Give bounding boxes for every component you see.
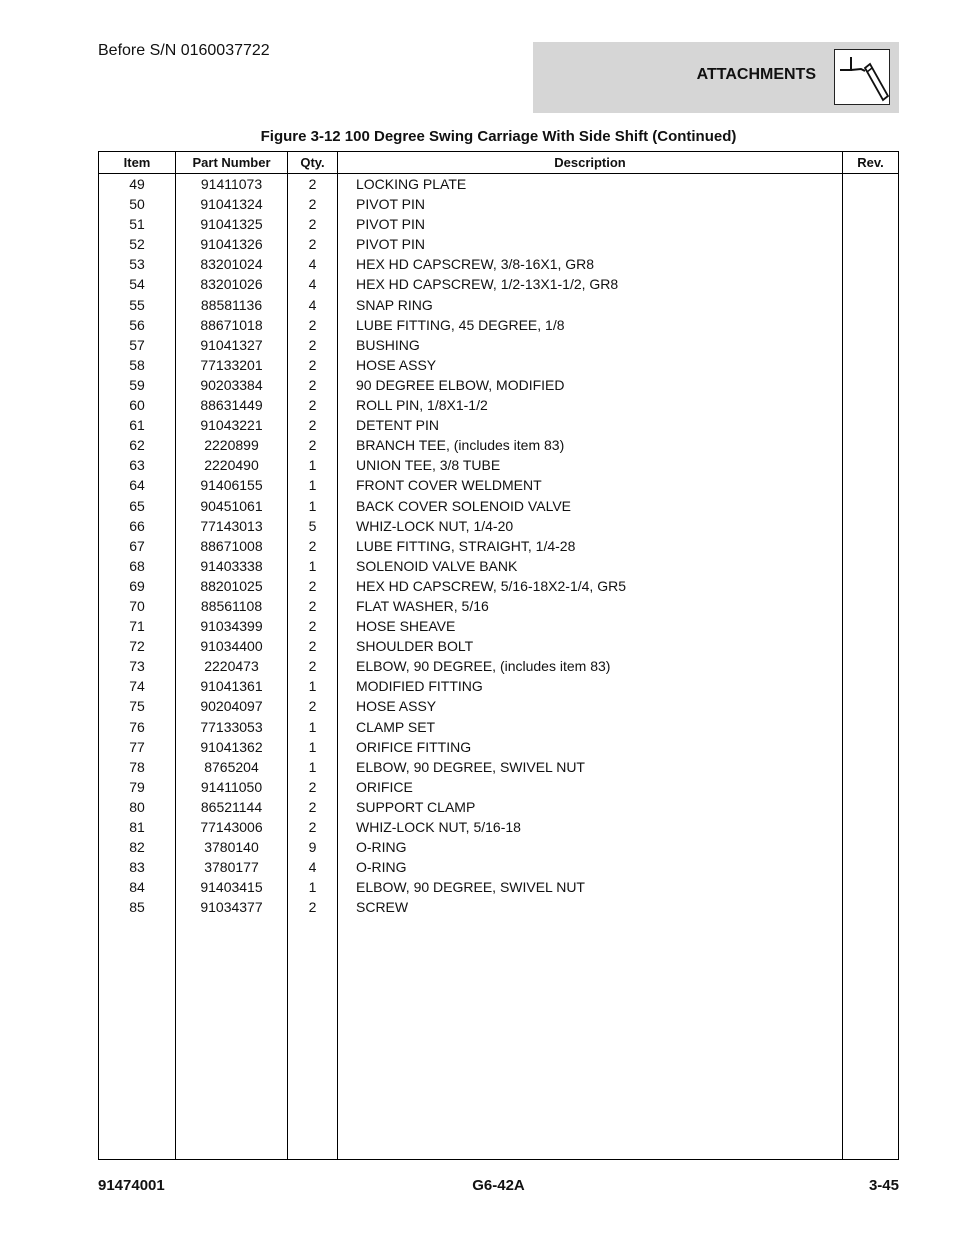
- table-cell-qty: 1: [308, 477, 317, 494]
- table-cell-description: SOLENOID VALVE BANK: [356, 557, 518, 574]
- table-cell-description: CLAMP SET: [356, 718, 436, 735]
- table-cell-qty: 2: [308, 778, 317, 795]
- table-cell-qty: 1: [308, 557, 317, 574]
- table-cell-description: MODIFIED FITTING: [356, 678, 483, 695]
- table-row: [99, 717, 898, 737]
- table-cell-part-number: 3780177: [204, 859, 259, 876]
- table-cell-rev: [843, 636, 898, 656]
- table-cell-rev: [843, 696, 898, 716]
- table-cell-description: SUPPORT CLAMP: [356, 798, 476, 815]
- table-row: [99, 837, 898, 857]
- table-cell-item: 53: [129, 256, 145, 273]
- parts-table: [98, 151, 899, 1160]
- table-cell-description: HOSE SHEAVE: [356, 618, 456, 635]
- table-cell-description: HOSE ASSY: [356, 698, 437, 715]
- table-row: [99, 616, 898, 636]
- table-row: [99, 576, 898, 596]
- table-cell-rev: [843, 536, 898, 556]
- table-cell-description: UNION TEE, 3/8 TUBE: [356, 457, 501, 474]
- table-cell-description: BUSHING: [356, 336, 420, 353]
- table-cell-part-number: 2220899: [204, 437, 259, 454]
- table-cell-item: 64: [129, 477, 145, 494]
- table-cell-rev: [843, 435, 898, 455]
- table-cell-description: SNAP RING: [356, 296, 433, 313]
- table-cell-description: ELBOW, 90 DEGREE, (includes item 83): [356, 658, 611, 675]
- table-cell-item: 71: [129, 618, 145, 635]
- column-header-qty: Qty.: [300, 155, 325, 170]
- table-cell-rev: [843, 737, 898, 757]
- table-cell-rev: [843, 817, 898, 837]
- table-cell-part-number: 88631449: [200, 397, 263, 414]
- table-cell-item: 78: [129, 758, 145, 775]
- table-cell-qty: 1: [308, 678, 317, 695]
- table-cell-item: 82: [129, 839, 145, 856]
- table-cell-qty: 2: [308, 899, 317, 916]
- table-row: [99, 656, 898, 676]
- table-cell-item: 73: [129, 658, 145, 675]
- table-cell-part-number: 8765204: [204, 758, 259, 775]
- table-cell-part-number: 91041361: [200, 678, 263, 695]
- table-cell-description: ELBOW, 90 DEGREE, SWIVEL NUT: [356, 879, 585, 896]
- table-cell-qty: 4: [308, 256, 317, 273]
- table-body: [99, 174, 898, 917]
- table-cell-rev: [843, 254, 898, 274]
- table-row: [99, 797, 898, 817]
- table-cell-qty: 2: [308, 638, 317, 655]
- table-cell-item: 84: [129, 879, 145, 896]
- table-cell-qty: 2: [308, 236, 317, 253]
- table-cell-description: LOCKING PLATE: [356, 176, 467, 192]
- table-cell-qty: 2: [308, 537, 317, 554]
- table-cell-item: 50: [129, 196, 145, 213]
- column-header-rev: Rev.: [857, 155, 884, 170]
- table-cell-rev: [843, 234, 898, 254]
- table-cell-qty: 2: [308, 597, 317, 614]
- table-cell-qty: 2: [308, 437, 317, 454]
- table-cell-part-number: 2220490: [204, 457, 259, 474]
- table-row: [99, 214, 898, 234]
- table-cell-rev: [843, 475, 898, 495]
- table-cell-item: 68: [129, 557, 145, 574]
- table-row: [99, 375, 898, 395]
- table-cell-rev: [843, 174, 898, 194]
- table-cell-description: FRONT COVER WELDMENT: [356, 477, 542, 494]
- table-row: [99, 455, 898, 475]
- table-row: [99, 536, 898, 556]
- table-cell-item: 66: [129, 517, 145, 534]
- table-cell-rev: [843, 877, 898, 897]
- table-cell-item: 55: [129, 296, 145, 313]
- table-row: [99, 295, 898, 315]
- serial-number-note: Before S/N 0160037722: [98, 42, 270, 59]
- table-cell-description: PIVOT PIN: [356, 236, 425, 253]
- table-cell-part-number: 91041327: [200, 336, 263, 353]
- table-cell-description: ORIFICE: [356, 778, 413, 795]
- table-row: [99, 516, 898, 536]
- table-cell-item: 54: [129, 276, 145, 293]
- table-row: [99, 596, 898, 616]
- table-cell-description: HOSE ASSY: [356, 356, 437, 373]
- table-cell-rev: [843, 676, 898, 696]
- forklift-attachment-icon: [834, 49, 890, 105]
- table-cell-part-number: 91034400: [200, 638, 263, 655]
- table-cell-qty: 2: [308, 819, 317, 835]
- footer-page-number: 3-45: [868, 1177, 899, 1194]
- table-cell-item: 85: [129, 899, 145, 916]
- table-cell-qty: 2: [308, 658, 317, 675]
- table-cell-description: BRANCH TEE, (includes item 83): [356, 437, 565, 454]
- table-row: [99, 777, 898, 797]
- table-cell-item: 60: [129, 397, 145, 414]
- table-cell-qty: 2: [308, 316, 317, 333]
- table-cell-part-number: 91403415: [200, 879, 263, 896]
- table-row: [99, 877, 898, 897]
- table-cell-qty: 1: [308, 497, 317, 514]
- table-cell-part-number: 86521144: [200, 798, 263, 815]
- table-row: [99, 194, 898, 214]
- table-row: [99, 355, 898, 375]
- table-cell-qty: 2: [308, 196, 317, 213]
- table-row: [99, 475, 898, 495]
- table-cell-part-number: 91041326: [200, 236, 263, 253]
- table-row: [99, 696, 898, 716]
- table-cell-description: 90 DEGREE ELBOW, MODIFIED: [356, 376, 565, 393]
- table-cell-rev: [843, 556, 898, 576]
- table-cell-qty: 2: [308, 336, 317, 353]
- table-cell-description: HEX HD CAPSCREW, 3/8-16X1, GR8: [356, 256, 595, 273]
- table-cell-description: BACK COVER SOLENOID VALVE: [356, 497, 571, 514]
- table-cell-qty: 5: [308, 517, 317, 534]
- table-cell-part-number: 91411073: [200, 176, 263, 192]
- table-cell-qty: 2: [308, 698, 317, 715]
- table-cell-rev: [843, 857, 898, 877]
- table-cell-description: DETENT PIN: [356, 417, 439, 434]
- table-cell-item: 51: [129, 216, 145, 233]
- table-cell-rev: [843, 616, 898, 636]
- table-cell-item: 59: [129, 376, 145, 393]
- table-cell-qty: 1: [308, 457, 317, 474]
- table-cell-description: WHIZ-LOCK NUT, 1/4-20: [356, 517, 514, 534]
- table-cell-item: 79: [129, 778, 145, 795]
- table-cell-item: 49: [129, 176, 145, 192]
- table-cell-description: WHIZ-LOCK NUT, 5/16-18: [356, 819, 521, 835]
- table-cell-item: 70: [129, 597, 145, 614]
- table-cell-item: 76: [129, 718, 145, 735]
- table-row: [99, 335, 898, 355]
- table-cell-qty: 9: [308, 839, 317, 856]
- table-cell-rev: [843, 375, 898, 395]
- table-cell-item: 52: [129, 236, 145, 253]
- table-cell-description: ELBOW, 90 DEGREE, SWIVEL NUT: [356, 758, 585, 775]
- table-cell-item: 62: [129, 437, 145, 454]
- column-header-item: Item: [123, 155, 151, 170]
- table-cell-rev: [843, 315, 898, 335]
- table-cell-part-number: 91041324: [200, 196, 263, 213]
- table-cell-qty: 2: [308, 356, 317, 373]
- table-cell-rev: [843, 656, 898, 676]
- table-row: [99, 315, 898, 335]
- table-cell-description: PIVOT PIN: [356, 196, 425, 213]
- footer-publication-number: 91474001: [98, 1177, 165, 1194]
- table-cell-part-number: 88581136: [200, 296, 263, 313]
- table-cell-description: SCREW: [356, 899, 409, 916]
- table-cell-part-number: 88201025: [200, 577, 263, 594]
- table-cell-item: 61: [129, 417, 145, 434]
- table-cell-qty: 2: [308, 397, 317, 414]
- table-cell-description: HEX HD CAPSCREW, 5/16-18X2-1/4, GR5: [356, 577, 626, 594]
- table-cell-rev: [843, 496, 898, 516]
- table-cell-item: 72: [129, 638, 145, 655]
- table-cell-description: O-RING: [356, 839, 407, 856]
- table-row: [99, 737, 898, 757]
- table-cell-item: 81: [129, 819, 145, 835]
- table-cell-rev: [843, 214, 898, 234]
- table-cell-rev: [843, 576, 898, 596]
- table-cell-part-number: 3780140: [204, 839, 259, 856]
- table-cell-description: HEX HD CAPSCREW, 1/2-13X1-1/2, GR8: [356, 276, 619, 293]
- table-cell-item: 58: [129, 356, 145, 373]
- table-row: [99, 395, 898, 415]
- column-header-part-number: Part Number: [192, 155, 271, 170]
- table-row: [99, 897, 898, 917]
- table-cell-part-number: 91041362: [200, 738, 263, 755]
- table-cell-rev: [843, 516, 898, 536]
- table-cell-description: LUBE FITTING, 45 DEGREE, 1/8: [356, 316, 565, 333]
- section-header: [533, 42, 899, 113]
- table-cell-qty: 1: [308, 718, 317, 735]
- table-cell-rev: [843, 596, 898, 616]
- table-cell-part-number: 83201026: [200, 276, 263, 293]
- table-cell-item: 74: [129, 678, 145, 695]
- table-row: [99, 496, 898, 516]
- table-cell-part-number: 88671008: [200, 537, 263, 554]
- table-cell-qty: 4: [308, 276, 317, 293]
- table-row: [99, 254, 898, 274]
- table-row: [99, 415, 898, 435]
- table-cell-rev: [843, 837, 898, 857]
- table-row: [99, 234, 898, 254]
- table-cell-item: 63: [129, 457, 145, 474]
- table-cell-rev: [843, 415, 898, 435]
- table-cell-part-number: 77133053: [200, 718, 263, 735]
- table-cell-rev: [843, 777, 898, 797]
- table-cell-description: PIVOT PIN: [356, 216, 425, 233]
- table-cell-description: SHOULDER BOLT: [356, 638, 474, 655]
- table-cell-part-number: 88671018: [200, 316, 263, 333]
- table-cell-description: LUBE FITTING, STRAIGHT, 1/4-28: [356, 537, 576, 554]
- table-cell-item: 56: [129, 316, 145, 333]
- table-row: [99, 435, 898, 455]
- table-row: [99, 817, 898, 837]
- table-cell-item: 80: [129, 798, 145, 815]
- column-header-description: Description: [554, 155, 626, 170]
- table-cell-rev: [843, 335, 898, 355]
- table-cell-part-number: 91043221: [200, 417, 263, 434]
- table-cell-part-number: 77143006: [200, 819, 263, 835]
- table-cell-qty: 2: [308, 417, 317, 434]
- table-cell-part-number: 90203384: [200, 376, 263, 393]
- table-row: [99, 636, 898, 656]
- section-title: ATTACHMENTS: [696, 66, 816, 83]
- table-row: [99, 676, 898, 696]
- table-cell-item: 77: [129, 738, 145, 755]
- table-cell-part-number: 91411050: [200, 778, 263, 795]
- table-cell-qty: 2: [308, 577, 317, 594]
- table-row: [99, 556, 898, 576]
- table-row: [99, 174, 898, 194]
- table-cell-part-number: 90451061: [200, 497, 263, 514]
- table-cell-rev: [843, 274, 898, 294]
- figure-title: Figure 3-12 100 Degree Swing Carriage With Side Shift (Continued): [260, 128, 737, 145]
- table-cell-qty: 1: [308, 758, 317, 775]
- table-cell-item: 69: [129, 577, 145, 594]
- table-cell-item: 57: [129, 336, 145, 353]
- table-cell-part-number: 77133201: [200, 356, 263, 373]
- table-cell-part-number: 77143013: [200, 517, 263, 534]
- table-row: [99, 857, 898, 877]
- table-cell-rev: [843, 395, 898, 415]
- table-cell-qty: 2: [308, 376, 317, 393]
- table-cell-rev: [843, 717, 898, 737]
- table-cell-part-number: 91034377: [200, 899, 263, 916]
- table-cell-qty: 2: [308, 216, 317, 233]
- table-cell-part-number: 90204097: [200, 698, 263, 715]
- table-cell-part-number: 2220473: [204, 658, 259, 675]
- table-cell-item: 65: [129, 497, 145, 514]
- table-cell-rev: [843, 194, 898, 214]
- table-cell-description: O-RING: [356, 859, 407, 876]
- table-cell-rev: [843, 295, 898, 315]
- table-cell-rev: [843, 757, 898, 777]
- table-cell-qty: 1: [308, 738, 317, 755]
- table-cell-part-number: 91403338: [200, 557, 263, 574]
- table-cell-part-number: 88561108: [200, 597, 263, 614]
- table-row: [99, 757, 898, 777]
- table-cell-part-number: 91041325: [200, 216, 263, 233]
- table-cell-part-number: 91034399: [200, 618, 263, 635]
- table-cell-item: 83: [129, 859, 145, 876]
- table-row: [99, 274, 898, 294]
- table-cell-qty: 4: [308, 296, 317, 313]
- table-cell-rev: [843, 797, 898, 817]
- footer-model: G6-42A: [472, 1177, 525, 1194]
- table-cell-description: ROLL PIN, 1/8X1-1/2: [356, 397, 488, 414]
- table-cell-description: ORIFICE FITTING: [356, 738, 472, 755]
- table-cell-item: 75: [129, 698, 145, 715]
- table-cell-rev: [843, 897, 898, 917]
- table-cell-qty: 4: [308, 859, 317, 876]
- table-cell-part-number: 83201024: [200, 256, 263, 273]
- table-cell-rev: [843, 455, 898, 475]
- table-cell-qty: 2: [308, 798, 317, 815]
- table-cell-part-number: 91406155: [200, 477, 263, 494]
- table-cell-qty: 2: [308, 176, 317, 192]
- table-cell-qty: 1: [308, 879, 317, 896]
- table-cell-item: 67: [129, 537, 145, 554]
- table-cell-rev: [843, 355, 898, 375]
- table-cell-description: FLAT WASHER, 5/16: [356, 597, 489, 614]
- table-cell-qty: 2: [308, 618, 317, 635]
